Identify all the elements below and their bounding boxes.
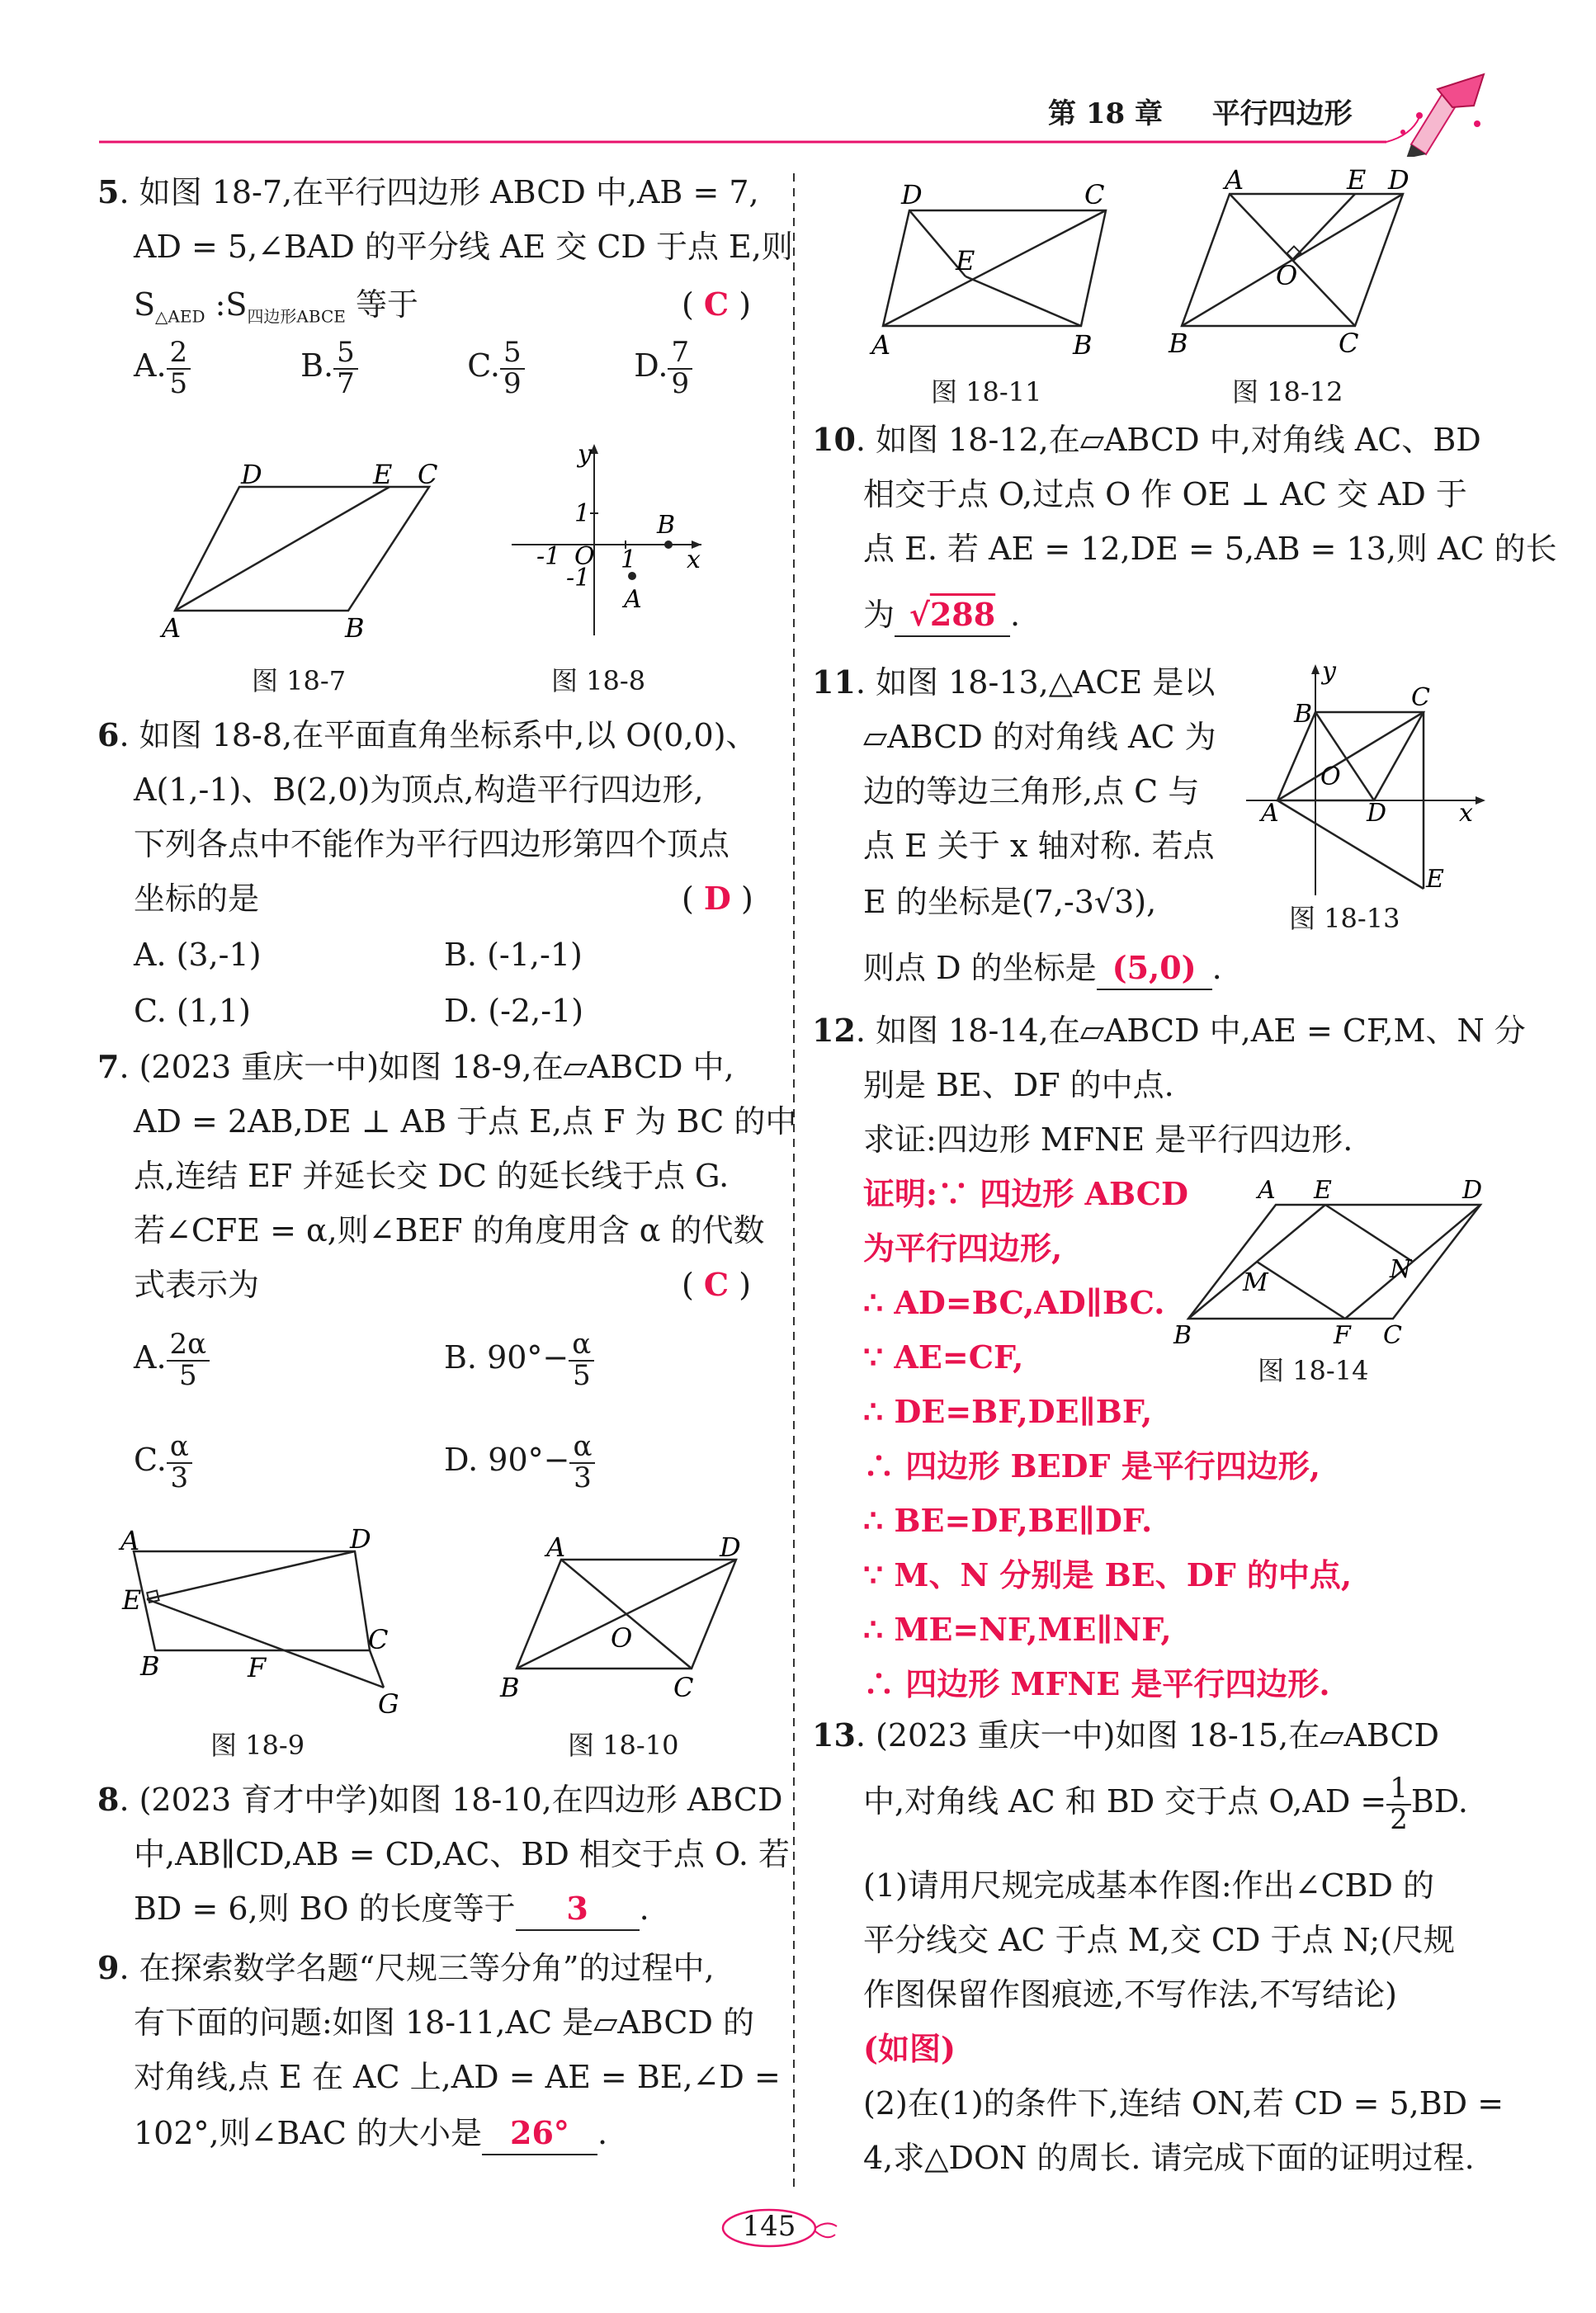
q6-line2: A(1,-1)、B(2,0)为顶点,构造平行四边形, bbox=[134, 772, 704, 808]
svg-text:A: A bbox=[546, 1532, 566, 1563]
q10-line2: 相交于点 O,过点 O 作 OE ⊥ AC 交 AD 于 bbox=[863, 476, 1467, 512]
svg-text:x: x bbox=[687, 545, 701, 574]
chapter-title: 平行四边形 bbox=[1211, 97, 1353, 130]
svg-text:y: y bbox=[578, 440, 592, 469]
svg-text:A: A bbox=[162, 612, 182, 644]
figure-18-7-caption: 图 18-7 bbox=[252, 665, 347, 696]
svg-text:B: B bbox=[1294, 700, 1313, 729]
svg-text:1: 1 bbox=[574, 499, 591, 528]
svg-text:D: D bbox=[901, 179, 923, 210]
svg-text:C: C bbox=[1411, 683, 1430, 712]
svg-text:G: G bbox=[378, 1688, 399, 1716]
svg-text:A: A bbox=[871, 329, 891, 359]
svg-text:B: B bbox=[345, 612, 365, 644]
q11-answer: (5,0) bbox=[1097, 947, 1212, 990]
q9-line2: 有下面的问题:如图 18-11,AC 是▱ABCD 的 bbox=[134, 2004, 755, 2041]
figure-18-13-caption: 图 18-13 bbox=[1289, 903, 1400, 934]
svg-text:O: O bbox=[1320, 762, 1341, 791]
q12-proof-line: ∴ 四边形 MFNE 是平行四边形. bbox=[863, 1665, 1330, 1702]
q5-option-a: A. $\frac{2}{5}$ bbox=[134, 338, 290, 399]
q6-option-c: C. (1,1) bbox=[134, 993, 251, 1029]
q11-line2: ▱ABCD 的对角线 AC 为 bbox=[863, 719, 1216, 755]
q9-line1: 9. 在探索数学名题“尺规三等分角”的过程中, bbox=[97, 1949, 715, 1986]
q12-proof-line: ∴ AD=BC,AD∥BC. bbox=[863, 1284, 1165, 1321]
figure-18-12 bbox=[1164, 169, 1419, 359]
q7-line1: 7. (2023 重庆一中)如图 18-9,在▱ABCD 中, bbox=[97, 1048, 734, 1085]
q6-option-b: B. (-1,-1) bbox=[444, 937, 583, 973]
svg-text:F: F bbox=[1334, 1321, 1351, 1350]
q7-option-d: D. 90°− $\frac{\alpha}{3}$ bbox=[444, 1433, 595, 1493]
q9-answer: 26° bbox=[482, 2112, 597, 2155]
chapter-number: 第 18 章 bbox=[1048, 97, 1163, 130]
q5-answer: ( C ) bbox=[682, 286, 752, 323]
figure-18-12-caption: 图 18-12 bbox=[1232, 376, 1343, 408]
q11-line1: 11. 如图 18-13,△ACE 是以 bbox=[812, 663, 1216, 701]
svg-text:N: N bbox=[1390, 1255, 1412, 1284]
svg-text:C: C bbox=[673, 1672, 694, 1703]
q10-answer: √288 bbox=[895, 594, 1010, 637]
svg-text:O: O bbox=[574, 542, 595, 571]
svg-text:C: C bbox=[1339, 328, 1359, 359]
q6-line4: 坐标的是 bbox=[134, 880, 260, 917]
figure-18-13 bbox=[1246, 656, 1494, 904]
figure-18-9-caption: 图 18-9 bbox=[210, 1730, 305, 1761]
svg-text:C: C bbox=[1383, 1321, 1402, 1350]
figure-18-9 bbox=[116, 1527, 421, 1716]
q7-line5: 式表示为 bbox=[134, 1267, 260, 1303]
q5-option-c: C. $\frac{5}{9}$ bbox=[467, 338, 624, 399]
q5-line2: AD = 5,∠BAD 的平分线 AE 交 CD 于点 E,则 bbox=[134, 229, 793, 265]
q10-line3: 点 E. 若 AE = 12,DE = 5,AB = 13,则 AC 的长 bbox=[863, 531, 1557, 567]
q13-line2: 中,对角线 AC 和 BD 交于点 O,AD = $\frac{1}{2}$ BD. bbox=[863, 1772, 1468, 1836]
q5-option-b: B. $\frac{5}{7}$ bbox=[300, 338, 457, 399]
q13-part1-line1: (1)请用尺规完成基本作图:作出∠CBD 的 bbox=[863, 1867, 1435, 1904]
svg-text:E: E bbox=[1347, 169, 1367, 196]
figure-18-14 bbox=[1172, 1172, 1485, 1353]
q13-part1-line3: 作图保留作图痕迹,不写作法,不写结论) bbox=[863, 1976, 1397, 2013]
svg-text:1: 1 bbox=[621, 545, 637, 574]
q12-proof-line: 证明:∵ 四边形 ABCD bbox=[863, 1175, 1188, 1212]
q12-proof-line: ∴ 四边形 BEDF 是平行四边形, bbox=[863, 1447, 1320, 1485]
q6-option-a: A. (3,-1) bbox=[134, 937, 262, 973]
q12-proof-line: ∴ BE=DF,BE∥DF. bbox=[863, 1502, 1153, 1539]
q13-number: 13 bbox=[812, 1716, 856, 1754]
q6-line3: 下列各点中不能作为平行四边形第四个顶点 bbox=[134, 826, 730, 862]
q6-option-d: D. (-2,-1) bbox=[444, 993, 584, 1029]
q10-number: 10 bbox=[812, 421, 856, 458]
q8-number: 8 bbox=[97, 1781, 120, 1818]
q11-line5: E 的坐标是(7,-3√3), bbox=[863, 884, 1157, 920]
q7-number: 7 bbox=[97, 1048, 120, 1085]
header-rule bbox=[0, 0, 1596, 165]
q6-number: 6 bbox=[97, 716, 120, 753]
figure-18-7 bbox=[157, 462, 454, 652]
svg-text:y: y bbox=[1322, 657, 1336, 686]
figure-18-10-caption: 图 18-10 bbox=[568, 1730, 679, 1761]
svg-text:C: C bbox=[1084, 179, 1105, 210]
q13-line1: 13. (2023 重庆一中)如图 18-15,在▱ABCD bbox=[812, 1716, 1440, 1754]
svg-text:B: B bbox=[1169, 328, 1188, 359]
q5-line1: 5. 如图 18-7,在平行四边形 ABCD 中,AB = 7, bbox=[97, 173, 759, 210]
q5-options bbox=[134, 338, 733, 399]
svg-text:D: D bbox=[720, 1532, 741, 1563]
q12-line3: 求证:四边形 MFNE 是平行四边形. bbox=[863, 1121, 1353, 1158]
svg-text:M: M bbox=[1243, 1268, 1268, 1297]
svg-text:B: B bbox=[500, 1672, 520, 1703]
q5-line3: $S_{\triangle AED}$ $:S_{四边形ABCE}$ 等于 bbox=[134, 286, 418, 327]
q6-answer: ( D ) bbox=[682, 880, 753, 917]
svg-text:B: B bbox=[140, 1650, 160, 1682]
svg-text:A: A bbox=[120, 1527, 140, 1556]
q13-part1-line2: 平分线交 AC 于点 M,交 CD 于点 N;(尺规 bbox=[863, 1922, 1456, 1958]
svg-text:D: D bbox=[1462, 1176, 1483, 1205]
svg-text:E: E bbox=[1426, 865, 1444, 894]
q13-answer1: (如图) bbox=[863, 2030, 956, 2067]
q8-line2: 中,AB∥CD,AB = CD,AC、BD 相交于点 O. 若 bbox=[134, 1836, 791, 1872]
figure-18-11-caption: 图 18-11 bbox=[931, 376, 1042, 408]
q9-number: 9 bbox=[97, 1949, 120, 1986]
svg-text:E: E bbox=[373, 462, 393, 490]
svg-text:F: F bbox=[248, 1652, 267, 1683]
figure-18-10 bbox=[495, 1527, 759, 1716]
svg-text:A: A bbox=[624, 585, 642, 614]
column-divider bbox=[792, 173, 796, 2195]
q12-proof-line: ∴ DE=BF,DE∥BF, bbox=[863, 1393, 1153, 1430]
q11-number: 11 bbox=[812, 663, 856, 701]
q9-line4: 102°,则∠BAC 的大小是 26° . bbox=[134, 2106, 607, 2160]
svg-text:-1: -1 bbox=[536, 542, 561, 571]
svg-text:O: O bbox=[611, 1622, 633, 1654]
pencil-hat-icon bbox=[1395, 66, 1494, 157]
svg-text:-1: -1 bbox=[566, 564, 591, 592]
q12-proof-line: ∴ ME=NF,ME∥NF, bbox=[863, 1611, 1172, 1648]
svg-text:E: E bbox=[956, 245, 975, 276]
figure-18-14-caption: 图 18-14 bbox=[1258, 1355, 1369, 1386]
svg-text:E: E bbox=[122, 1584, 142, 1616]
q7-answer: ( C ) bbox=[682, 1266, 752, 1303]
q8-answer: 3 bbox=[516, 1888, 640, 1931]
q12-proof-line: ∵ AE=CF, bbox=[863, 1338, 1024, 1376]
q7-line3: 点,连结 EF 并延长交 DC 的延长线于点 G. bbox=[134, 1158, 730, 1194]
q12-proof-line: 为平行四边形, bbox=[863, 1230, 1063, 1267]
svg-text:B: B bbox=[1173, 1321, 1192, 1350]
q12-number: 12 bbox=[812, 1012, 856, 1049]
svg-text:B: B bbox=[657, 511, 676, 540]
figure-18-11 bbox=[866, 177, 1114, 359]
q11-line4: 点 E 关于 x 轴对称. 若点 bbox=[863, 828, 1215, 864]
q13-part2-line2: 4,求△DON 的周长. 请完成下面的证明过程. bbox=[863, 2140, 1475, 2176]
figure-18-8 bbox=[495, 437, 710, 644]
svg-text:C: C bbox=[368, 1624, 389, 1655]
svg-text:A: A bbox=[1225, 169, 1244, 196]
svg-text:A: A bbox=[1258, 1176, 1276, 1205]
q7-line4: 若∠CFE = α,则∠BEF 的角度用含 α 的代数 bbox=[134, 1212, 765, 1249]
q8-line3: BD = 6,则 BO 的长度等于 3 . bbox=[134, 1881, 649, 1936]
svg-text:O: O bbox=[1276, 260, 1298, 291]
q11-line3: 边的等边三角形,点 C 与 bbox=[863, 773, 1200, 810]
q11-line6: 则点 D 的坐标是 (5,0) . bbox=[863, 941, 1222, 995]
svg-text:D: D bbox=[350, 1527, 371, 1555]
svg-text:A: A bbox=[1261, 799, 1279, 828]
q5-number: 5 bbox=[97, 173, 120, 210]
q13-part2-line1: (2)在(1)的条件下,连结 ON,若 CD = 5,BD = bbox=[863, 2085, 1504, 2122]
q6-line1: 6. 如图 18-8,在平面直角坐标系中,以 O(0,0)、 bbox=[97, 716, 758, 753]
svg-text:E: E bbox=[1314, 1176, 1332, 1205]
svg-text:D: D bbox=[241, 462, 262, 490]
q5-option-d: D. $\frac{7}{9}$ bbox=[634, 338, 733, 399]
q7-option-b: B. 90°− $\frac{\alpha}{5}$ bbox=[444, 1330, 594, 1390]
q12-line1: 12. 如图 18-14,在▱ABCD 中,AE = CF,M、N 分 bbox=[812, 1012, 1526, 1049]
page-number: 145 bbox=[718, 2203, 842, 2253]
q7-line2: AD = 2AB,DE ⊥ AB 于点 E,点 F 为 BC 的中 bbox=[134, 1103, 797, 1140]
svg-text:C: C bbox=[418, 462, 438, 490]
q9-line3: 对角线,点 E 在 AC 上,AD = AE = BE,∠D = bbox=[134, 2059, 781, 2095]
q7-option-a: A. $\frac{2\alpha}{5}$ bbox=[134, 1330, 210, 1390]
svg-text:D: D bbox=[1388, 169, 1409, 196]
q12-proof-line: ∵ M、N 分别是 BE、DF 的中点, bbox=[863, 1556, 1353, 1593]
q7-option-c: C. $\frac{\alpha}{3}$ bbox=[134, 1433, 192, 1493]
q12-line2: 别是 BE、DF 的中点. bbox=[863, 1067, 1174, 1103]
q10-line1: 10. 如图 18-12,在▱ABCD 中,对角线 AC、BD bbox=[812, 421, 1481, 458]
svg-text:D: D bbox=[1367, 799, 1387, 828]
svg-text:x: x bbox=[1459, 799, 1473, 828]
figure-18-8-caption: 图 18-8 bbox=[551, 665, 646, 696]
q10-line4: 为 √288 . bbox=[863, 588, 1020, 642]
svg-text:B: B bbox=[1073, 329, 1093, 359]
q8-line1: 8. (2023 育才中学)如图 18-10,在四边形 ABCD bbox=[97, 1781, 783, 1818]
